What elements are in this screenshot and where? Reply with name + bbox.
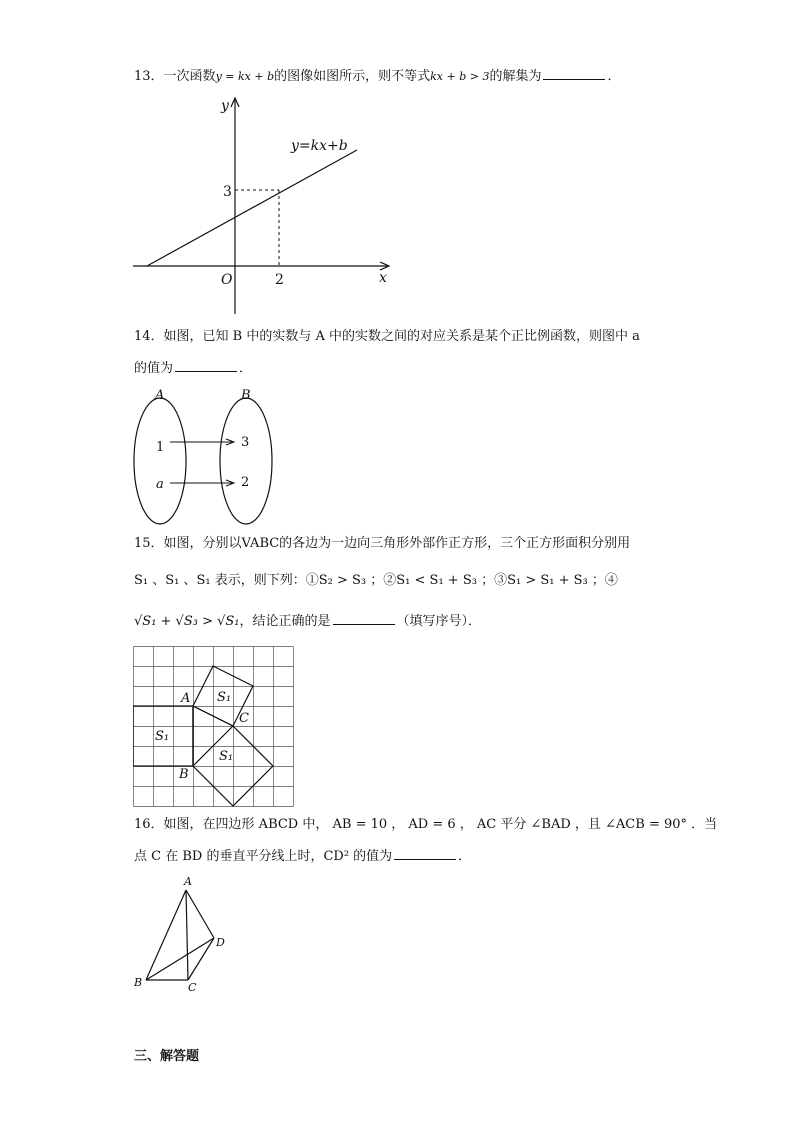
side-ab xyxy=(146,890,186,980)
vertex-c-label: C xyxy=(188,981,197,994)
q14-text-2: 的值为 xyxy=(134,361,174,376)
section-heading: 三、解答题 xyxy=(134,1049,200,1064)
q16-quadrilateral-figure xyxy=(128,872,238,997)
q13-stem xyxy=(134,67,621,86)
x-tick-label: 2 xyxy=(275,272,284,288)
q15-stem-line3 xyxy=(134,612,481,631)
set-b-element-2: 2 xyxy=(241,475,250,490)
q15-stem-line1 xyxy=(134,535,630,553)
line-label: y=kx+b xyxy=(291,138,348,154)
set-b-ellipse xyxy=(220,398,272,524)
x-axis-label: x xyxy=(379,270,387,286)
point-a-label: A xyxy=(181,691,191,706)
q16-stem-line1 xyxy=(134,816,717,834)
q13-func: y = kx + b xyxy=(215,70,275,83)
q13-text-a: 一次函数 xyxy=(163,69,216,84)
q13-text-b: 的图像如图所示，则不等式 xyxy=(274,69,431,84)
q16-text-1: 如图，在四边形 ABCD 中， AB = 10 ， AD = 6 ， AC 平分 ∠BAD ，且 ∠ACB = 90° ．当 xyxy=(163,817,718,832)
q13-inequality: kx + b > 3 xyxy=(430,70,490,83)
q16-number: 16． xyxy=(134,817,164,832)
q16-end: ． xyxy=(458,849,472,864)
point-c-label: C xyxy=(239,711,249,726)
point-b-label: B xyxy=(179,767,189,782)
diagonal-bd xyxy=(146,938,214,980)
q13-number: 13． xyxy=(134,69,164,84)
q16-answer-blank[interactable] xyxy=(394,847,456,860)
q14-text: 如图，已知 B 中的实数与 A 中的实数之间的对应关系是某个正比例函数，则图中 a xyxy=(163,329,640,344)
q13-graph xyxy=(125,92,405,320)
q14-stem-line1 xyxy=(134,328,640,346)
set-a-ellipse xyxy=(134,398,186,524)
q15-number: 15． xyxy=(134,536,164,551)
function-line xyxy=(147,150,357,266)
area-label-right: S₁ xyxy=(219,749,234,764)
set-a-element-1: 1 xyxy=(156,440,165,455)
q14-end: ． xyxy=(239,361,253,376)
q16-stem-line2 xyxy=(134,847,471,866)
grid xyxy=(134,647,294,807)
set-a-element-a: a xyxy=(156,477,164,492)
q15-grid-figure xyxy=(133,646,295,807)
q15-answer-blank[interactable] xyxy=(333,612,395,625)
q15-text-1: 如图，分别以VABC的各边为一边向三角形外部作正方形，三个正方形面积分别用 xyxy=(163,536,631,551)
q16-text-2: 点 C 在 BD 的垂直平分线上时，CD² 的值为 xyxy=(134,849,393,864)
q14-number: 14． xyxy=(134,329,164,344)
q14-answer-blank[interactable] xyxy=(175,359,237,372)
q13-end: ． xyxy=(607,69,621,84)
set-b-element-3: 3 xyxy=(241,435,250,450)
vertex-d-label: D xyxy=(216,936,225,949)
diagonal-ac xyxy=(186,890,188,980)
vertex-a-label: A xyxy=(184,875,192,888)
q13-text-c: 的解集为 xyxy=(489,69,542,84)
y-axis-label: y xyxy=(221,98,229,114)
q15-text-end: （填写序号）． xyxy=(396,614,482,629)
set-a-label: A xyxy=(155,388,165,403)
set-b-label: B xyxy=(241,388,251,403)
origin-label: O xyxy=(221,272,233,288)
side-cd xyxy=(188,938,214,980)
q14-mapping-figure xyxy=(128,382,278,527)
area-label-top: S₁ xyxy=(217,690,232,705)
y-tick-label: 3 xyxy=(223,184,232,200)
vertex-b-label: B xyxy=(134,976,143,989)
area-label-left: S₁ xyxy=(155,729,170,744)
q15-text-3: ，结论正确的是 xyxy=(239,614,331,629)
q13-answer-blank[interactable] xyxy=(543,67,605,80)
q15-text-2: S₁ 、S₁ 、S₁ 表示，则下列：①S₂ > S₃ ；②S₁ < S₁ + S₃ ；③S₁ > S₁ + S₃ ；④ xyxy=(134,573,618,588)
q15-sqrt-inequality: √S₁ + √S₃ > √S₁ xyxy=(134,614,240,629)
q14-stem-line2 xyxy=(134,359,252,378)
side-ad xyxy=(186,890,214,938)
q15-stem-line2 xyxy=(134,572,618,590)
